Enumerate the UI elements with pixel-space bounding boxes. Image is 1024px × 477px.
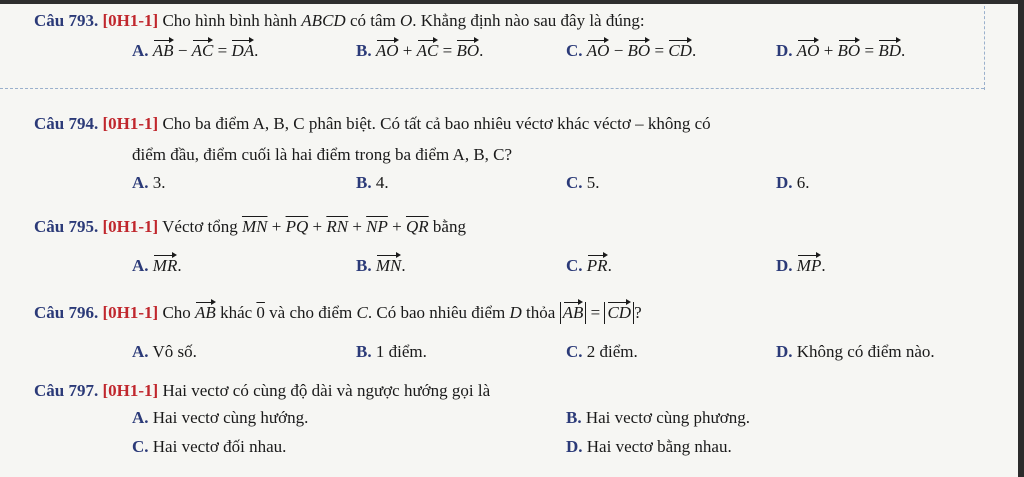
q797-option-a[interactable]: A. Hai vectơ cùng hướng. xyxy=(132,408,309,427)
q797-option-d[interactable]: D. Hai vectơ bằng nhau. xyxy=(566,437,732,456)
q793-number: Câu 793. xyxy=(34,11,99,30)
q795-tag: [0H1-1] xyxy=(102,217,159,236)
q795-number: Câu 795. xyxy=(34,217,99,236)
q797-text: Hai vectơ có cùng độ dài và ngược hướng gọi là xyxy=(162,381,491,400)
q797-option-b[interactable]: B. Hai vectơ cùng phương. xyxy=(566,408,750,427)
q794-option-c[interactable]: C. 5. xyxy=(566,173,600,192)
q796-option-d[interactable]: D. Không có điểm nào. xyxy=(776,342,935,361)
q795-stem xyxy=(34,216,466,238)
q797-option-c[interactable]: C. Hai vectơ đối nhau. xyxy=(132,437,287,456)
q796-text: Cho AB khác 0 và cho điểm C. Có bao nhiêu điểm D thỏa AB = CD ? xyxy=(162,303,642,322)
q794-stem-line2: điểm đầu, điểm cuối là hai điểm trong ba điểm A, B, C? xyxy=(132,145,513,164)
q796-number: Câu 796. xyxy=(34,303,99,322)
q793-option-b[interactable]: B. AO + AC = BO. xyxy=(356,41,484,60)
q795-text: Véctơ tổng $\overline{MN} + \overline{PQ} + \overline{RN} + \overline{NP} + \overline{QR}$ bằng xyxy=(162,217,466,236)
q796-tag: [0H1-1] xyxy=(102,303,159,322)
q797-tag: [0H1-1] xyxy=(102,381,159,400)
right-border xyxy=(1018,0,1024,477)
q793-tag: [0H1-1] xyxy=(102,11,159,30)
q796-option-b[interactable]: B. 1 điểm. xyxy=(356,342,427,361)
q796-option-c[interactable]: C. 2 điểm. xyxy=(566,342,638,361)
q795-option-d[interactable]: D. MP. xyxy=(776,256,826,275)
q795-option-a[interactable]: A. MR. xyxy=(132,256,182,275)
q793-stem xyxy=(34,10,645,32)
q793-option-c[interactable]: C. AO − BO = CD. xyxy=(566,41,697,60)
dashed-divider-vertical xyxy=(984,6,985,90)
q794-tag: [0H1-1] xyxy=(102,114,159,133)
q794-stem-line1 xyxy=(34,113,711,135)
top-border xyxy=(0,0,1024,4)
q796-stem xyxy=(34,302,642,324)
q794-text-line1: Cho ba điểm A, B, C phân biệt. Có tất cả bao nhiêu véctơ khác véctơ – không có xyxy=(162,114,711,133)
dashed-divider-horizontal xyxy=(0,88,984,89)
q794-option-a[interactable]: A. 3. xyxy=(132,173,166,192)
q797-number: Câu 797. xyxy=(34,381,99,400)
q795-option-c[interactable]: C. PR. xyxy=(566,256,612,275)
q794-number: Câu 794. xyxy=(34,114,99,133)
q797-stem xyxy=(34,380,490,402)
q793-text: Cho hình bình hành ABCD có tâm O. Khẳng định nào sau đây là đúng: xyxy=(162,11,645,30)
q793-option-a[interactable]: A. AB − AC = DA. xyxy=(132,41,259,60)
q796-option-a[interactable]: A. Vô số. xyxy=(132,342,197,361)
q794-option-d[interactable]: D. 6. xyxy=(776,173,810,192)
q794-option-b[interactable]: B. 4. xyxy=(356,173,389,192)
q793-option-d[interactable]: D. AO + BO = BD. xyxy=(776,41,906,60)
q795-option-b[interactable]: B. MN. xyxy=(356,256,406,275)
